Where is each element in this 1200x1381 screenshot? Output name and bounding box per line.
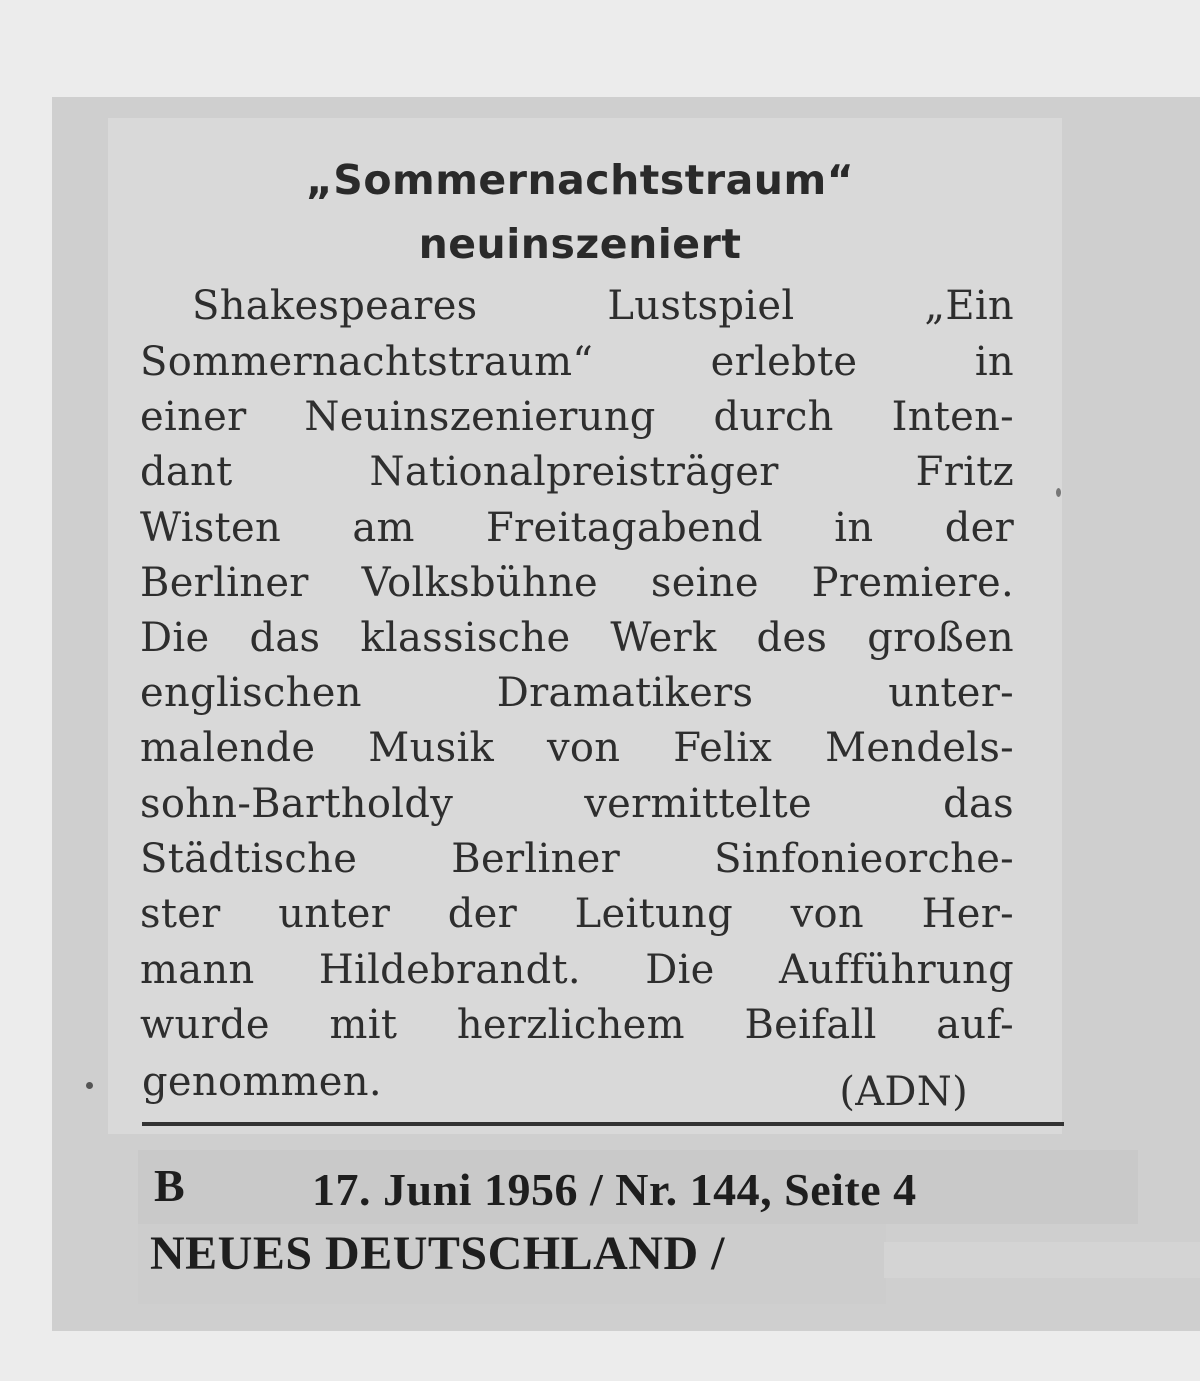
news-agency-credit: (ADN) xyxy=(839,1069,968,1115)
body-line-6: Berliner Volksbühne seine Premiere. xyxy=(140,560,1014,606)
body-line-8: englischen Dramatikers unter- xyxy=(140,670,1014,716)
dust-speck xyxy=(86,1082,93,1089)
body-line-11: Städtische Berliner Sinfonieorche- xyxy=(140,836,1014,882)
body-line-5: Wisten am Freitagabend in der xyxy=(140,505,1014,551)
body-last-line xyxy=(142,1058,968,1115)
article-headline xyxy=(130,148,1030,276)
scan-edge-strip xyxy=(884,1242,1200,1278)
body-line-13: mann Hildebrandt. Die Aufführung xyxy=(140,947,1014,993)
body-line-15: genommen. xyxy=(142,1059,382,1105)
dust-speck xyxy=(1056,488,1061,497)
footer-divider xyxy=(142,1122,1064,1126)
newspaper-name: NEUES DEUTSCHLAND / xyxy=(150,1227,725,1280)
body-line-2: Sommernachtstraum“ erlebte in xyxy=(140,339,1014,385)
body-line-10: sohn-Bartholdy vermittelte das xyxy=(140,781,1014,827)
body-line-7: Die das klassische Werk des großen xyxy=(140,615,1014,661)
body-line-4: dant Nationalpreisträger Fritz xyxy=(140,449,1014,495)
body-line-12: ster unter der Leitung von Her- xyxy=(140,891,1014,937)
body-line-3: einer Neuinszenierung durch Inten- xyxy=(140,394,1014,440)
headline-line-1: „Sommernachtstraum“ xyxy=(305,156,855,204)
date-issue-page: 17. Juni 1956 / Nr. 144, Seite 4 xyxy=(312,1164,917,1215)
body-line-1: Shakespeares Lustspiel „Ein xyxy=(192,283,1014,329)
headline-line-2: neuinszeniert xyxy=(418,220,742,268)
body-line-14: wurde mit herzlichem Beifall auf- xyxy=(140,1002,1014,1048)
body-line-9: malende Musik von Felix Mendels- xyxy=(140,725,1014,771)
edition-letter: B xyxy=(154,1160,185,1211)
